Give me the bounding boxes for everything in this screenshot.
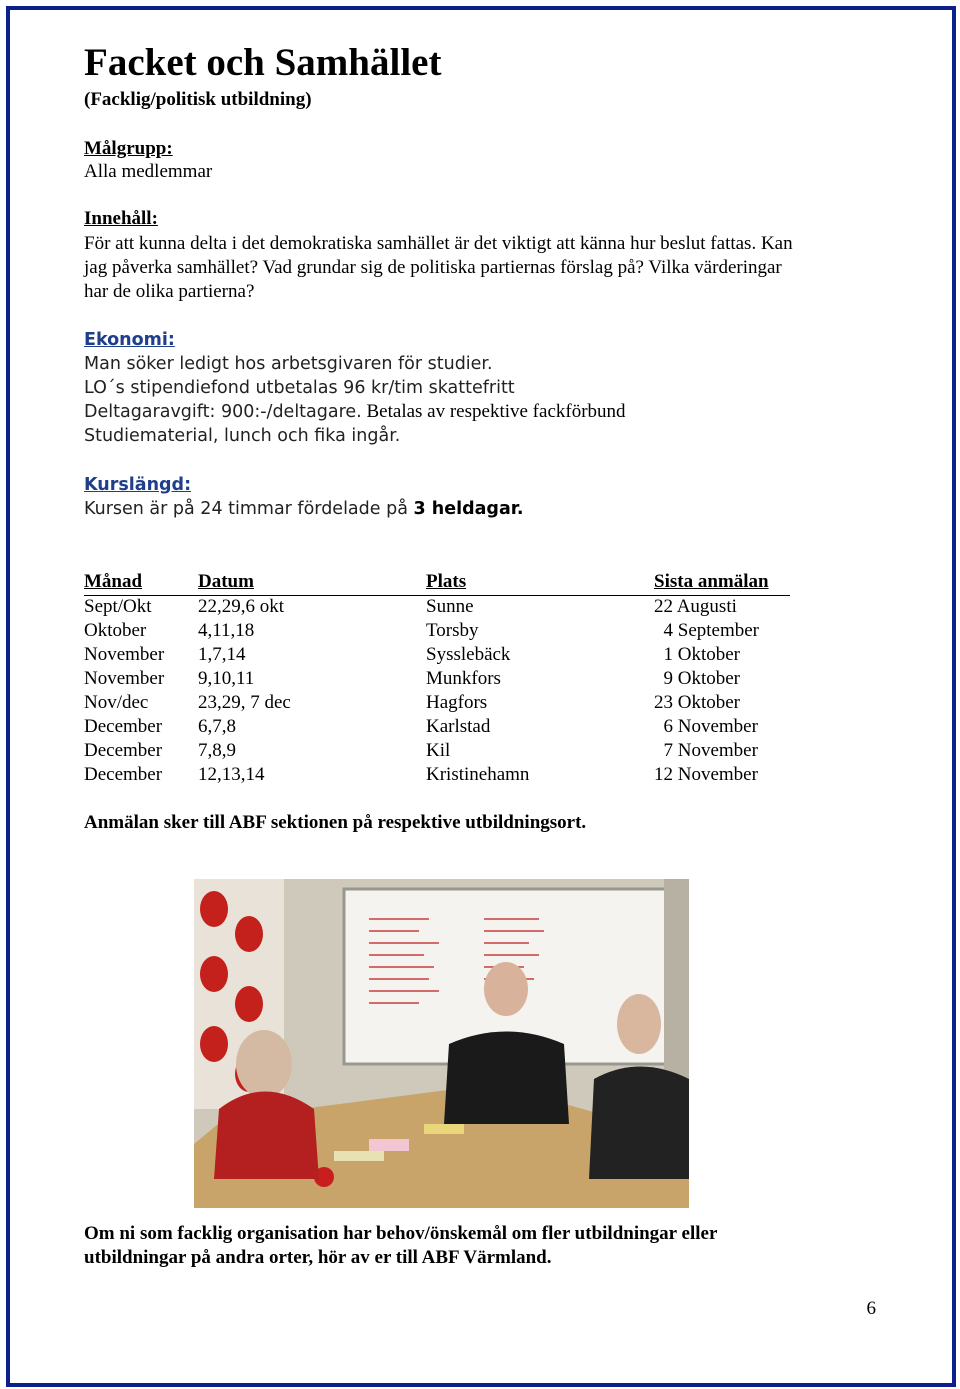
cell-deadline: 7 November <box>654 740 758 761</box>
cell-dates: 1,7,14 <box>198 644 246 665</box>
cell-place: Munkfors <box>426 668 501 689</box>
closing-line-2: utbildningar på andra orter, hör av er till ABF Värmland. <box>84 1247 552 1268</box>
header-datum: Datum <box>198 571 254 592</box>
cell-month: December <box>84 764 163 785</box>
cell-place: Sunne <box>426 596 474 617</box>
table-row <box>84 740 790 764</box>
closing-line-1: Om ni som facklig organisation har behov/önskemål om fler utbildningar eller <box>84 1223 718 1244</box>
cell-deadline: 22 Augusti <box>654 596 737 617</box>
table-row <box>84 692 790 716</box>
cell-month: November <box>84 644 165 665</box>
cell-deadline: 9 Oktober <box>654 668 741 689</box>
fee-extra: Betalas av respektive fackförbund <box>361 401 626 422</box>
schedule-table <box>84 571 790 788</box>
innehall-line-1: För att kunna delta i det demokratiska samhället är det viktigt att känna hur beslut fattas. Kan <box>84 233 793 254</box>
malgrupp-heading: Målgrupp: <box>84 138 173 159</box>
ekonomi-line-2: LO´s stipendiefond utbetalas 96 kr/tim skattefritt <box>84 378 515 398</box>
cell-place: Torsby <box>426 620 479 641</box>
cell-dates: 23,29, 7 dec <box>198 692 291 713</box>
cell-deadline: 4 September <box>654 620 760 641</box>
classroom-photo-illustration <box>194 879 689 1208</box>
kurslangd-body: Kursen är på 24 timmar fördelade på <box>84 499 414 519</box>
classroom-photo <box>194 879 689 1208</box>
kurslangd-heading: Kurslängd: <box>84 475 192 495</box>
malgrupp-text: Alla medlemmar <box>84 161 213 182</box>
innehall-heading: Innehåll: <box>84 208 158 229</box>
cell-month: Nov/dec <box>84 692 149 713</box>
ekonomi-heading: Ekonomi: <box>84 330 175 350</box>
cell-dates: 22,29,6 okt <box>198 596 285 617</box>
cell-place: Karlstad <box>426 716 491 737</box>
cell-dates: 7,8,9 <box>198 740 236 761</box>
page-title: Facket och Samhället <box>84 41 442 84</box>
ekonomi-line-4: Studiematerial, lunch och fika ingår. <box>84 426 401 446</box>
table-row <box>84 716 790 740</box>
kurslangd-days: 3 heldagar. <box>413 499 524 519</box>
cell-place: Kil <box>426 740 451 761</box>
kurslangd-text <box>84 497 524 521</box>
cell-month: Sept/Okt <box>84 596 152 617</box>
table-row <box>84 668 790 692</box>
cell-dates: 4,11,18 <box>198 620 255 641</box>
cell-month: December <box>84 716 163 737</box>
table-row <box>84 644 790 668</box>
cell-place: Sysslebäck <box>426 644 511 665</box>
cell-deadline: 1 Oktober <box>654 644 741 665</box>
cell-month: December <box>84 740 163 761</box>
fee-text: Deltagaravgift: 900:-/deltagare. <box>84 402 362 422</box>
cell-dates: 12,13,14 <box>198 764 265 785</box>
header-plats: Plats <box>426 571 467 592</box>
ekonomi-line-1: Man söker ledigt hos arbetsgivaren för studier. <box>84 354 493 374</box>
table-row <box>84 764 790 788</box>
header-manad: Månad <box>84 571 143 592</box>
cell-place: Kristinehamn <box>426 764 530 785</box>
cell-deadline: 12 November <box>654 764 758 785</box>
anmalan-note: Anmälan sker till ABF sektionen på respektive utbildningsort. <box>84 812 587 833</box>
page-subtitle: (Facklig/politisk utbildning) <box>84 89 312 110</box>
cell-dates: 6,7,8 <box>198 716 236 737</box>
page-number: 6 <box>866 1298 876 1319</box>
cell-month: Oktober <box>84 620 147 641</box>
cell-deadline: 23 Oktober <box>654 692 741 713</box>
cell-deadline: 6 November <box>654 716 758 737</box>
table-row <box>84 596 790 621</box>
schedule-header-row <box>84 571 790 596</box>
innehall-line-3: har de olika partierna? <box>84 281 255 302</box>
ekonomi-line-3 <box>84 400 626 424</box>
header-sista-anmalan: Sista anmälan <box>654 571 769 592</box>
cell-place: Hagfors <box>426 692 488 713</box>
table-row <box>84 620 790 644</box>
innehall-line-2: jag påverka samhället? Vad grundar sig de politiska partiernas förslag på? Vilka värderingar <box>84 257 782 278</box>
cell-dates: 9,10,11 <box>198 668 255 689</box>
cell-month: November <box>84 668 165 689</box>
